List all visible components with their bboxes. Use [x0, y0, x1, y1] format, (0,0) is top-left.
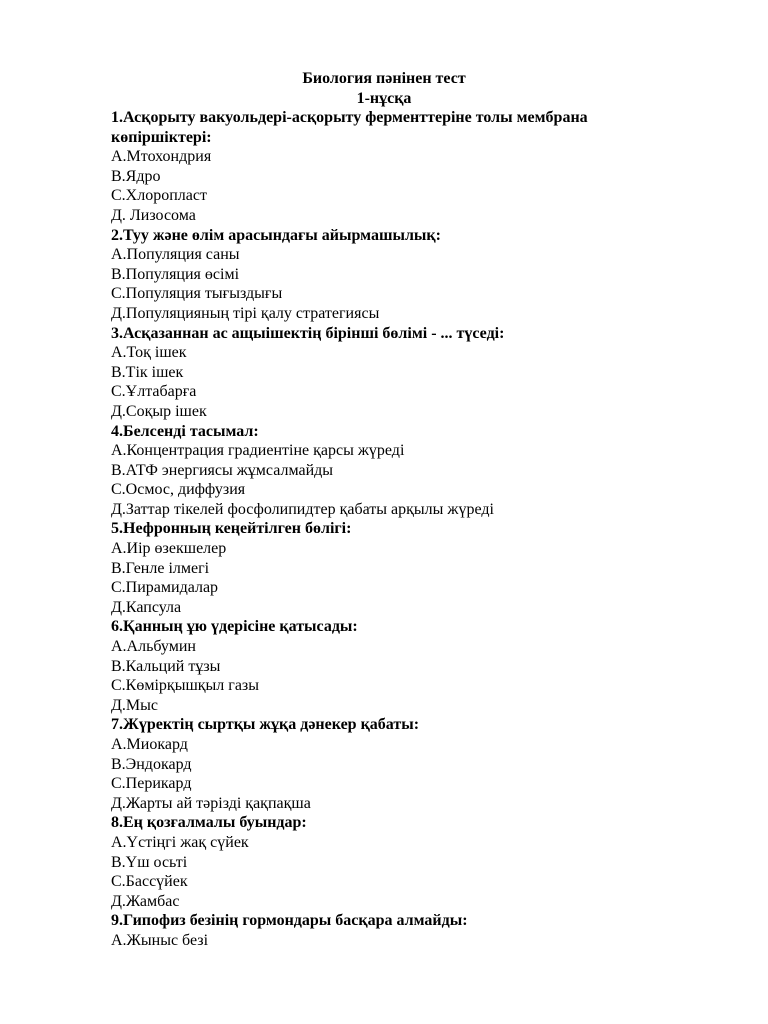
answer-option: А.Тоқ ішек: [111, 344, 187, 362]
answer-option: А.Мтохондрия: [111, 148, 212, 166]
answer-option: В.АТФ энергиясы жұмсалмайды: [111, 461, 334, 479]
question-text: 9.Гипофиз безінің гормондары басқара алмайды:: [111, 912, 468, 930]
answer-option: В.Тік ішек: [111, 363, 184, 381]
question-text: 6.Қанның ұю үдерісіне қатысады:: [111, 618, 358, 636]
question-block: [111, 519, 671, 617]
question-block: [111, 813, 671, 911]
answer-option: С.Хлоропласт: [111, 187, 207, 205]
answer-option: Д.Соқыр ішек: [111, 402, 207, 420]
question-block: [111, 108, 671, 226]
answer-option: С.Осмос, диффузия: [111, 481, 246, 499]
answer-option: А.Миокард: [111, 736, 188, 753]
answer-option: А.Популяция саны: [111, 246, 240, 264]
answer-option: С.Көмірқышқыл газы: [111, 677, 259, 695]
answer-option: С.Бассүйек: [111, 873, 188, 891]
answer-option: В.Ядро: [111, 167, 161, 185]
question-block: [111, 226, 671, 324]
answer-option: А.Жыныс безі: [111, 931, 209, 949]
answer-option: Д.Мыс: [111, 696, 158, 714]
answer-option: С.Перикард: [111, 775, 192, 793]
question-list: [111, 108, 671, 951]
question-block: [111, 617, 671, 715]
answer-option: В.Популяция өсімі: [111, 265, 240, 283]
answer-option: В.Үш осьті: [111, 853, 188, 871]
question-text: 5.Нефронның кеңейтілген бөлігі:: [111, 520, 352, 538]
question-block: [111, 715, 671, 813]
question-text: 8.Ең қозғалмалы буындар:: [111, 814, 307, 832]
question-text: 3.Асқазаннан ас ащыішектің бірінші бөлімі - ... түседі:: [111, 324, 505, 342]
document-title: Биология пәнінен тест: [302, 70, 466, 87]
answer-option: Д.Капсула: [111, 598, 182, 616]
question-text: 7.Жүректің сыртқы жұқа дәнекер қабаты:: [111, 716, 420, 734]
question-text: 4.Белсенді тасымал:: [111, 422, 259, 440]
answer-option: С.Популяция тығыздығы: [111, 285, 283, 303]
answer-option: В.Генле ілмегі: [111, 559, 210, 577]
answer-option: Д.Жарты ай тәрізді қақпақша: [111, 794, 311, 812]
question-text: 2.Туу және өлім арасындағы айырмашылық:: [111, 226, 441, 244]
answer-option: А.Альбумин: [111, 638, 196, 656]
answer-option: А.Үстіңгі жақ сүйек: [111, 833, 249, 851]
answer-option: Д.Популяцияның тірі қалу стратегиясы: [111, 304, 380, 322]
answer-option: В.Кальций тұзы: [111, 657, 221, 675]
answer-option: Д.Жамбас: [111, 892, 180, 910]
answer-option: А.Концентрация градиентіне қарсы жүреді: [111, 442, 405, 460]
answer-option: Д. Лизосома: [111, 206, 196, 224]
answer-option: С.Пирамидалар: [111, 579, 219, 597]
question-block: [111, 324, 671, 422]
question-block: [111, 422, 671, 520]
answer-option: С.Ұлтабарға: [111, 383, 197, 401]
variant-label: 1-нұсқа: [356, 90, 412, 107]
answer-option: Д.Заттар тікелей фосфолипидтер қабаты арқылы жүреді: [111, 500, 494, 518]
answer-option: В.Эндокард: [111, 755, 192, 773]
question-text: 1.Асқорыту вакуольдері-асқорыту ферменттеріне толы мембрана көпіршіктері:: [111, 109, 588, 146]
question-block: [111, 911, 671, 950]
answer-option: А.Иір өзекшелер: [111, 540, 227, 558]
